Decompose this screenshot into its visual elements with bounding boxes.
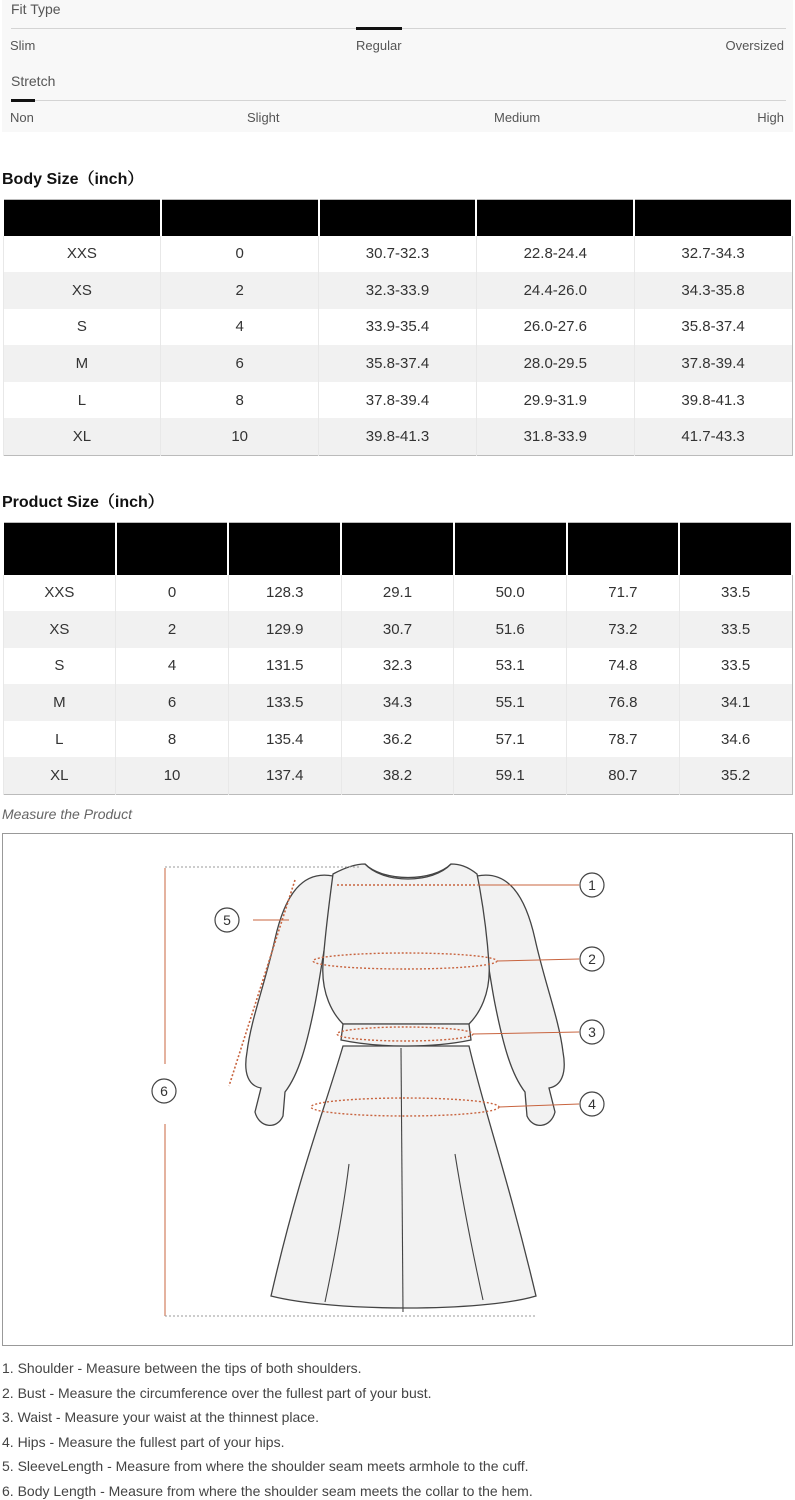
table-cell: M (3, 345, 161, 382)
marker-1-label: 1 (588, 877, 596, 893)
table-cell: XL (3, 757, 116, 794)
dress-bodice (323, 864, 489, 1024)
table-cell: 35.2 (679, 757, 792, 794)
table-cell: 30.7 (341, 611, 454, 648)
table-cell: 29.9-31.9 (476, 382, 634, 419)
table-cell: 34.3-35.8 (634, 272, 792, 309)
table-cell: 59.1 (454, 757, 567, 794)
product-size-table (2, 522, 793, 795)
fit-type-label-regular: Regular (356, 38, 402, 53)
note-hips: 4. Hips - Measure the fullest part of your hips. (2, 1433, 285, 1450)
table-cell: 131.5 (228, 648, 341, 685)
product-size-title: Product Size（inch） (2, 494, 164, 511)
stretch-label-high: High (757, 110, 784, 125)
table-cell: L (3, 382, 161, 419)
table-cell: 80.7 (567, 757, 680, 794)
table-cell: 41.7-43.3 (634, 418, 792, 455)
table-cell: 34.3 (341, 684, 454, 721)
fit-type-label-slim: Slim (10, 38, 36, 53)
table-cell: XS (3, 611, 116, 648)
marker-2-label: 2 (588, 951, 596, 967)
product-size-header-cell (3, 523, 116, 575)
table-row (3, 345, 792, 382)
body-size-header-cell (634, 200, 792, 236)
table-row (3, 684, 792, 721)
table-cell: 22.8-24.4 (476, 236, 634, 273)
note-body-length: 6. Body Length - Measure from where the shoulder seam meets the collar to the hem. (2, 1482, 533, 1499)
measure-caption: Measure the Product (2, 806, 132, 822)
table-row (3, 309, 792, 346)
table-cell: 32.3 (341, 648, 454, 685)
table-cell: 129.9 (228, 611, 341, 648)
table-cell: S (3, 309, 161, 346)
note-bust: 2. Bust - Measure the circumference over the fullest part of your bust. (2, 1384, 432, 1401)
table-cell: 55.1 (454, 684, 567, 721)
table-cell: 37.8-39.4 (319, 382, 477, 419)
body-size-rows (3, 236, 792, 456)
table-cell: 37.8-39.4 (634, 345, 792, 382)
table-row (3, 757, 792, 794)
table-cell: 33.5 (679, 648, 792, 685)
product-size-header-row (3, 523, 792, 575)
table-cell: 76.8 (567, 684, 680, 721)
table-cell: M (3, 684, 116, 721)
measure-diagram (2, 833, 793, 1346)
note-sleeve-length: 5. SleeveLength - Measure from where the shoulder seam meets armhole to the cuff. (2, 1458, 529, 1474)
product-size-header-cell (567, 523, 680, 575)
table-cell: 71.7 (567, 575, 680, 612)
body-size-table (2, 199, 793, 456)
table-cell: 53.1 (454, 648, 567, 685)
product-size-header-cell (341, 523, 454, 575)
stretch-label-slight: Slight (247, 110, 280, 125)
note-waist: 3. Waist - Measure your waist at the thinnest place. (2, 1409, 319, 1425)
fit-stretch-panel (2, 0, 793, 132)
stretch-title: Stretch (11, 73, 56, 89)
stretch-label-medium: Medium (494, 110, 541, 125)
table-cell: 35.8-37.4 (634, 309, 792, 346)
table-cell: L (3, 721, 116, 758)
table-cell: 4 (116, 648, 229, 685)
product-size-header-cell (228, 523, 341, 575)
body-size-header-row (3, 200, 792, 236)
marker-6-label: 6 (160, 1083, 168, 1099)
marker-4-label: 4 (588, 1096, 596, 1112)
table-cell: 39.8-41.3 (634, 382, 792, 419)
table-cell: 74.8 (567, 648, 680, 685)
table-cell: 34.1 (679, 684, 792, 721)
table-cell: 6 (161, 345, 319, 382)
marker-5 (215, 908, 239, 932)
table-cell: 31.8-33.9 (476, 418, 634, 455)
table-row (3, 648, 792, 685)
product-size-header-cell (116, 523, 229, 575)
table-cell: 57.1 (454, 721, 567, 758)
table-cell: 133.5 (228, 684, 341, 721)
marker-6 (152, 1079, 176, 1103)
fit-type-title: Fit Type (11, 1, 61, 17)
dress-skirt (271, 1046, 536, 1308)
table-row (3, 236, 792, 273)
table-cell: 38.2 (341, 757, 454, 794)
table-cell: 135.4 (228, 721, 341, 758)
table-cell: 10 (161, 418, 319, 455)
dress-right-sleeve (477, 875, 564, 1125)
table-cell: 8 (116, 721, 229, 758)
table-cell: 32.3-33.9 (319, 272, 477, 309)
table-cell: 34.6 (679, 721, 792, 758)
table-cell: 4 (161, 309, 319, 346)
marker-3-label: 3 (588, 1024, 596, 1040)
table-row (3, 721, 792, 758)
note-shoulder: 1. Shoulder - Measure between the tips of both shoulders. (2, 1360, 362, 1376)
fit-type-selected-marker (356, 27, 402, 30)
table-row (3, 272, 792, 309)
table-cell: 30.7-32.3 (319, 236, 477, 273)
product-size-header-cell (454, 523, 567, 575)
body-size-header-cell (161, 200, 319, 236)
table-cell: 24.4-26.0 (476, 272, 634, 309)
table-cell: 10 (116, 757, 229, 794)
table-cell: 78.7 (567, 721, 680, 758)
table-cell: 6 (116, 684, 229, 721)
table-cell: 36.2 (341, 721, 454, 758)
table-cell: 32.7-34.3 (634, 236, 792, 273)
table-cell: 8 (161, 382, 319, 419)
product-size-header-cell (679, 523, 792, 575)
marker-5-label: 5 (223, 912, 231, 928)
table-cell: 2 (161, 272, 319, 309)
stretch-label-non: Non (10, 110, 34, 125)
body-size-title: Body Size（inch） (2, 171, 144, 188)
table-cell: XL (3, 418, 161, 455)
measurement-notes (2, 1356, 793, 1500)
table-cell: 51.6 (454, 611, 567, 648)
table-cell: 2 (116, 611, 229, 648)
table-row (3, 382, 792, 419)
table-row (3, 611, 792, 648)
fit-type-label-oversized: Oversized (725, 38, 784, 53)
body-size-header-cell (319, 200, 477, 236)
body-size-header-cell (3, 200, 161, 236)
dress-illustration (3, 834, 794, 1347)
table-cell: 33.5 (679, 575, 792, 612)
table-cell: 33.5 (679, 611, 792, 648)
table-cell: 128.3 (228, 575, 341, 612)
stretch-selected-marker (11, 99, 35, 102)
table-cell: 39.8-41.3 (319, 418, 477, 455)
marker-3 (580, 1020, 604, 1044)
table-cell: 33.9-35.4 (319, 309, 477, 346)
table-cell: 35.8-37.4 (319, 345, 477, 382)
table-cell: 0 (161, 236, 319, 273)
table-cell: 29.1 (341, 575, 454, 612)
table-cell: 0 (116, 575, 229, 612)
table-cell: S (3, 648, 116, 685)
table-cell: XXS (3, 236, 161, 273)
table-cell: XS (3, 272, 161, 309)
table-row (3, 418, 792, 455)
dress-left-sleeve (246, 875, 333, 1125)
table-cell: 28.0-29.5 (476, 345, 634, 382)
table-row (3, 575, 792, 612)
table-cell: 73.2 (567, 611, 680, 648)
stretch-track (11, 100, 786, 101)
marker-4 (580, 1092, 604, 1116)
table-cell: XXS (3, 575, 116, 612)
table-cell: 26.0-27.6 (476, 309, 634, 346)
table-cell: 50.0 (454, 575, 567, 612)
body-size-header-cell (476, 200, 634, 236)
table-cell: 137.4 (228, 757, 341, 794)
marker-1 (580, 873, 604, 897)
product-size-rows (3, 575, 792, 795)
marker-2 (580, 947, 604, 971)
